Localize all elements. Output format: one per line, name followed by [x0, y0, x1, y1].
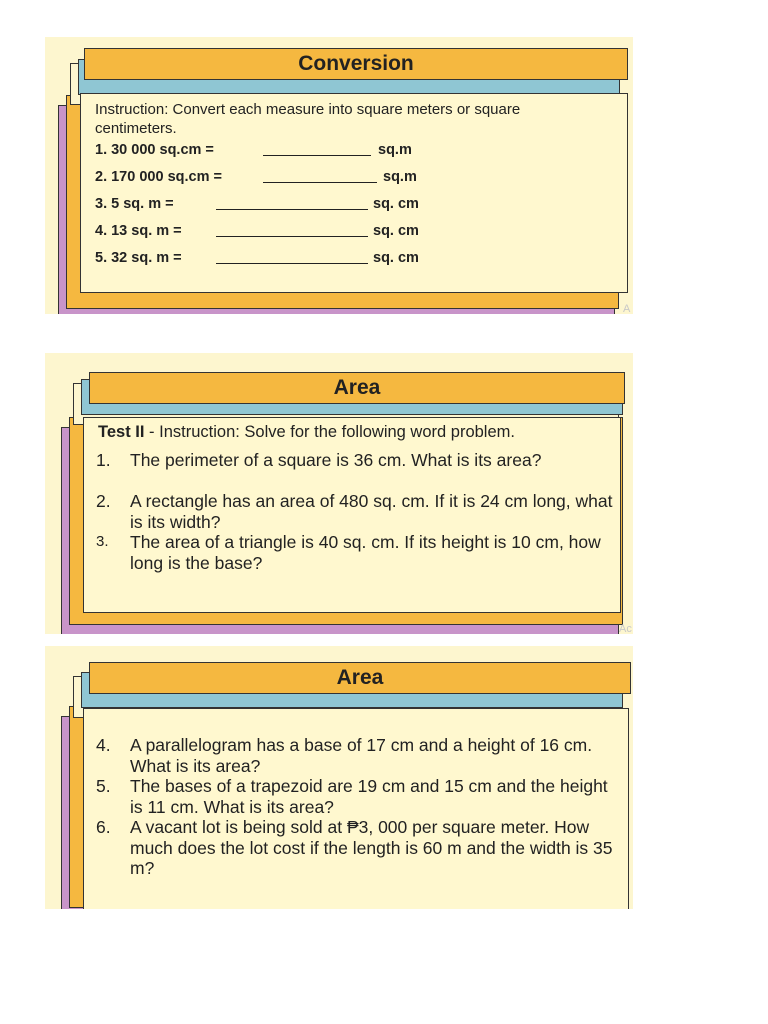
area-more-title: Area	[336, 666, 384, 689]
problem-3-text: The area of a triangle is 40 sq. cm. If its height is 10 cm, how long is the base?	[130, 532, 601, 573]
problem-5-text: The bases of a trapezoid are 19 cm and 15 cm and the height is 11 cm. What is its area?	[130, 776, 608, 817]
item-2-answer-blank[interactable]	[263, 169, 377, 183]
problem-6-number: 6.	[96, 817, 111, 837]
title-bar	[89, 372, 625, 404]
problem-1-number: 1.	[96, 450, 111, 470]
problem-1-text: The perimeter of a square is 36 cm. What is its area?	[130, 450, 542, 470]
item-4-label: 4. 13 sq. m =	[95, 223, 182, 239]
area-more-card	[83, 708, 629, 909]
item-3-unit: sq. cm	[373, 196, 419, 212]
area-more-slide	[45, 646, 633, 909]
title-bar	[84, 48, 628, 80]
conversion-title: Conversion	[298, 52, 414, 75]
item-4-unit: sq. cm	[373, 223, 419, 239]
problem-5-number: 5.	[96, 776, 111, 796]
item-3-label: 3. 5 sq. m =	[95, 196, 174, 212]
instruction-text: Instruction: Convert each measure into square meters or square centimeters.	[95, 101, 521, 137]
item-2-label: 2. 170 000 sq.cm =	[95, 169, 222, 185]
problem-2-number: 2.	[96, 491, 111, 511]
item-5-answer-blank[interactable]	[216, 250, 368, 264]
area-test-slide	[45, 353, 633, 634]
test-heading	[98, 423, 515, 442]
conversion-card	[80, 93, 628, 293]
item-5-unit: sq. cm	[373, 250, 419, 266]
title-bar	[89, 662, 631, 694]
problem-2	[96, 491, 616, 532]
corner-watermark: Ac	[619, 623, 632, 634]
problem-6	[96, 817, 616, 879]
corner-watermark: A	[623, 303, 631, 314]
problem-4-text: A parallelogram has a base of 17 cm and a height of 16 cm. What is its area?	[130, 735, 593, 776]
problem-3-number: 3.	[96, 533, 109, 550]
problem-4	[96, 735, 616, 776]
item-3-answer-blank[interactable]	[216, 196, 368, 210]
problem-2-text: A rectangle has an area of 480 sq. cm. If it is 24 cm long, what is its width?	[130, 491, 613, 532]
conversion-slide	[45, 37, 633, 314]
problem-1	[96, 450, 616, 471]
item-1-answer-blank[interactable]	[263, 142, 371, 156]
area-test-card	[83, 417, 621, 613]
problem-4-number: 4.	[96, 735, 111, 755]
test-heading-label: Test II	[98, 423, 145, 441]
item-1-unit: sq.m	[378, 142, 412, 158]
test-instruction: - Instruction: Solve for the following word problem.	[144, 423, 515, 441]
item-1-label: 1. 30 000 sq.cm =	[95, 142, 214, 158]
item-5-label: 5. 32 sq. m =	[95, 250, 182, 266]
item-4-answer-blank[interactable]	[216, 223, 368, 237]
problem-5	[96, 776, 616, 817]
item-2-unit: sq.m	[383, 169, 417, 185]
problem-6-text: A vacant lot is being sold at ₱3, 000 per square meter. How much does the lot cost if the length is 60 m and the width is 35 m?	[130, 817, 613, 878]
area-test-title: Area	[333, 376, 381, 399]
problem-3	[96, 532, 616, 573]
